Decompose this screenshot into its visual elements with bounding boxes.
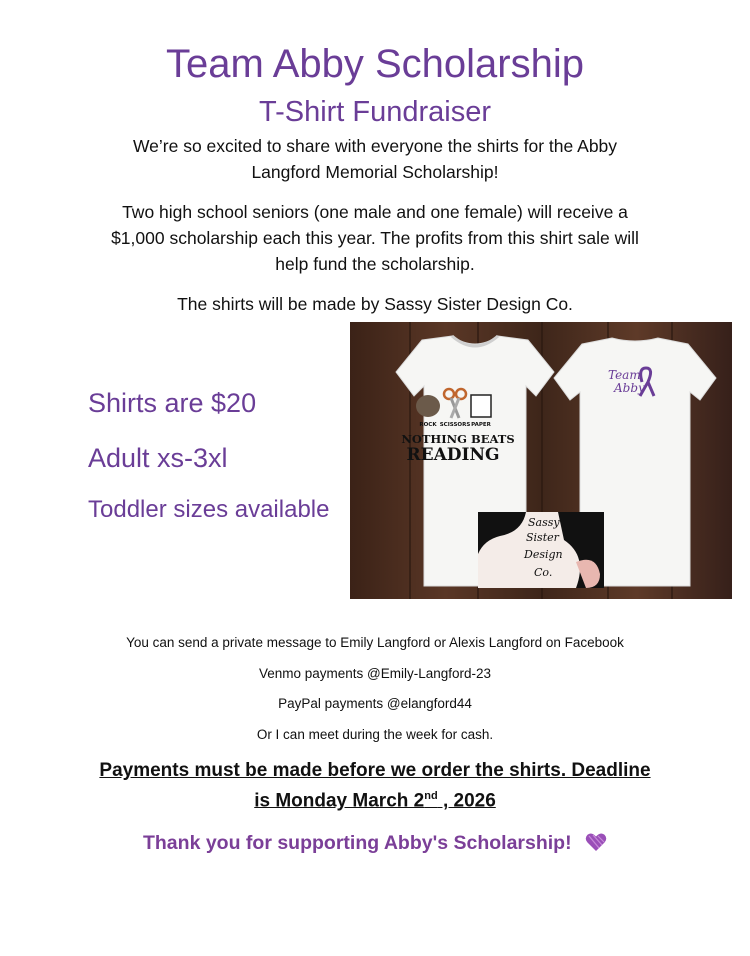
shirt-line-1: NOTHING BEATS <box>401 432 515 446</box>
shirt-photo-graphic <box>350 322 732 599</box>
venmo-info: Venmo payments @Emily-Langford-23 <box>258 666 492 681</box>
intro-paragraph-2 <box>0 199 750 277</box>
intro-text-1: We’re so excited to share with everyone the shirts for the Abby Langford Memorial Scholarship! <box>132 136 618 182</box>
deadline-line-2 <box>0 790 750 812</box>
thank-you-text: Thank you for supporting Abby's Scholarship! <box>142 832 572 854</box>
paypal-info: PayPal payments @elangford44 <box>278 696 472 711</box>
back-text-abby: Abby <box>614 381 645 395</box>
logo-line-4: Co. <box>534 566 553 579</box>
intro-paragraph-3: The shirts will be made by Sassy Sister Design Co. <box>177 294 573 314</box>
sizes-text: Adult xs-3xl <box>88 443 228 473</box>
paper-icon <box>471 395 491 417</box>
rock-icon <box>416 395 440 417</box>
sassy-sister-logo <box>478 512 604 588</box>
deadline-date-post: , 2026 <box>437 790 496 812</box>
rock-label: ROCK <box>419 422 437 428</box>
back-text-team: Team <box>608 368 641 382</box>
logo-line-1: Sassy <box>528 516 560 529</box>
heart-icon <box>585 832 607 852</box>
shirt-photo <box>350 322 732 599</box>
deadline-date-suffix: nd <box>424 790 438 802</box>
price-text: Shirts are $20 <box>88 388 257 418</box>
thank-you-line <box>0 832 750 855</box>
toddler-sizes-text: Toddler sizes available <box>88 496 330 523</box>
deadline-date-pre: is Monday March 2 <box>254 790 425 812</box>
paper-label: PAPER <box>471 422 491 428</box>
page-title: Team Abby Scholarship <box>165 42 584 86</box>
intro-text-2: Two high school seniors (one male and one female) will receive a $1,000 scholarship each this year. The profits from this shirt sale will help fund the scholarship. <box>111 202 639 274</box>
contact-message: You can send a private message to Emily Langford or Alexis Langford on Facebook <box>126 635 624 650</box>
deadline-line-1: Payments must be made before we order the shirts. Deadline <box>99 760 651 781</box>
logo-line-2: Sister <box>526 531 559 544</box>
page-subtitle: T-Shirt Fundraiser <box>258 96 492 128</box>
shirt-line-2: READING <box>406 445 500 465</box>
scissors-label: SCISSORS <box>439 422 471 428</box>
intro-paragraph-1 <box>0 133 750 185</box>
logo-line-3: Design <box>524 548 563 561</box>
cash-info: Or I can meet during the week for cash. <box>256 727 494 742</box>
